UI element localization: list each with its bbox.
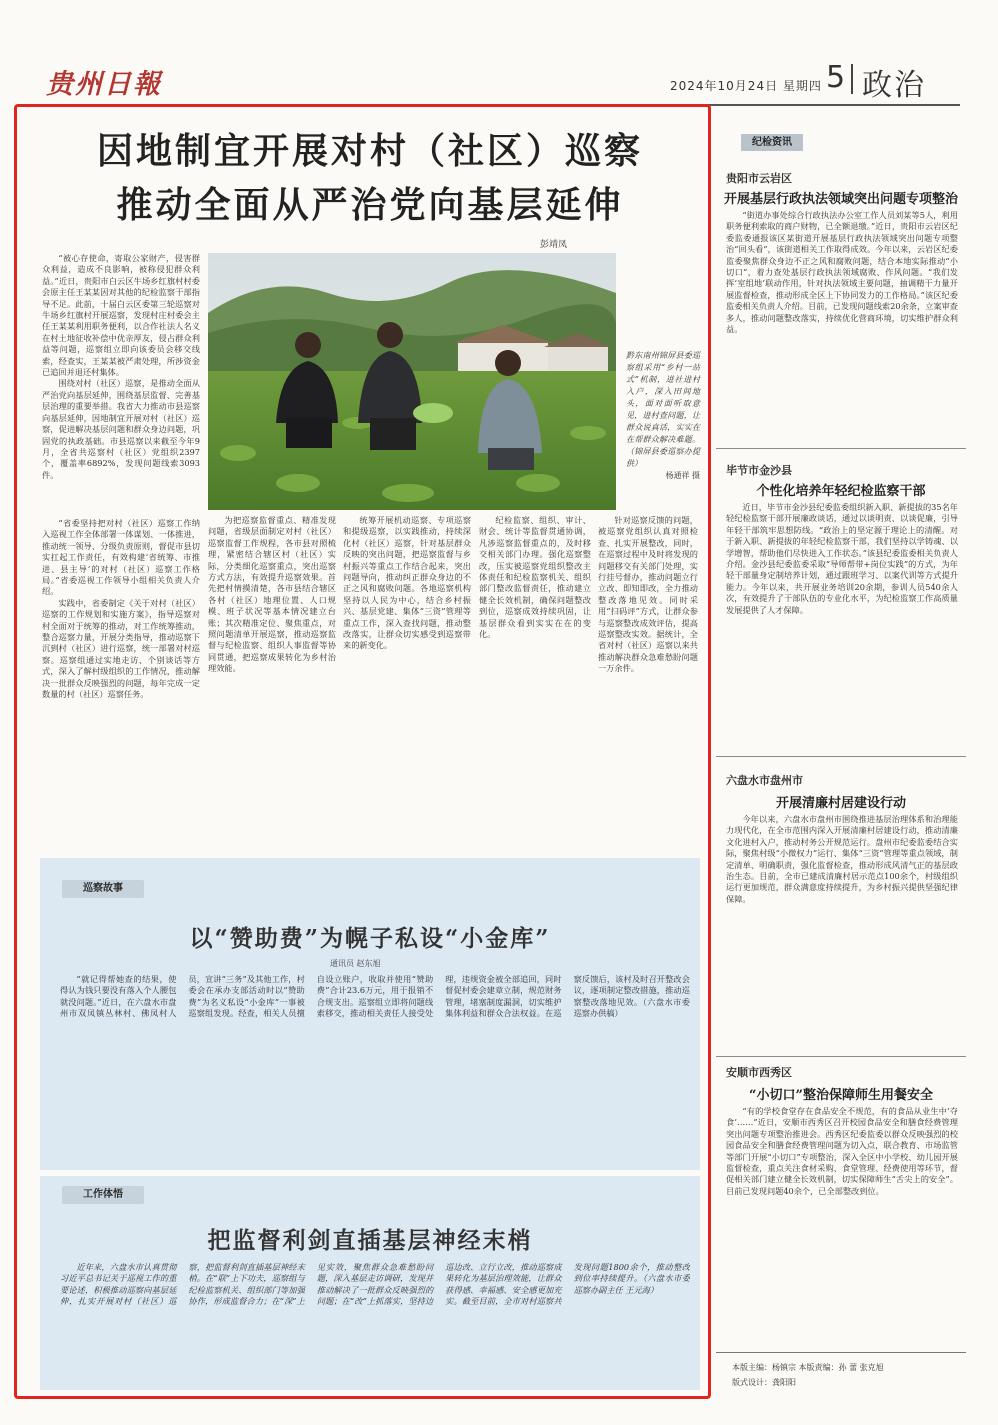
story3-body [60,1262,690,1384]
sidebar-divider [716,756,966,757]
sidebar-kicker: 纪检资讯 [741,134,803,151]
sidebar-item-headline: 个性化培养年轻纪检监察干部 [756,484,926,499]
story2-byline: 通讯员 赵东旭 [330,959,381,968]
sidebar-item-body [726,814,958,1054]
footer-designer: 版式设计：龚阳阳 [732,1378,796,1387]
paragraph: 今年以来，六盘水市盘州市围绕推进基层治理体系和治理能力现代化，在全市范围内深入开展清廉村居建设行动，推动清廉文化进村入户，推动村务公开规范运行。盘州市纪委监委结合实际，聚焦村级“小微权力”运行、集体“三资”管理等重点领域，制定清单、明确职责，强化监督检查，推动形成风清气正的基层政治生态。目前，全市已建成清廉村居示范点100余个，村级组织运行更加规范，群众满意度持续提升，为乡村振兴提供坚强纪律保障。 [726,814,958,904]
field-scene-image [208,253,616,510]
page-number: 5 [826,60,846,95]
main-article-col2 [208,515,336,848]
main-article-col5b [598,515,698,848]
paragraph: 实践中，省委制定《关于对村（社区）巡察的工作规划和实施方案》，指导巡察对村全面对于统筹的推动，对工作统筹推动，整合巡察力量，开展分类指导，推动巡察下沉到村（社区）进行巡察，统一部署对村巡察。巡察组通过实地走访、个别谈话等方式，深入了解村级组织的工作情况，推动解决一批群众反映强烈的问题，每年完成一定数量的村（社区）巡察任务。 [42,597,200,700]
sidebar-item-place: 贵阳市云岩区 [726,172,792,185]
newspaper-brand: 贵州日報 [46,69,162,100]
paragraph: “有的学校食堂存在食品安全不规范，有的食品从业生中‘夺食’……”近日，安顺市西秀区召开校园食品安全和膳食经费管理突出问题专项整治推进会。西秀区纪委监委以群众反映强烈的校园食品安全和膳食经费管理问题为切入点，联合教育、市场监管等部门开展“小切口”专项整治，深入全区中小学校、幼儿园开展监督检查，重点关注食材采购、食堂管理、经费使用等环节，督促相关部门建立健全长效机制，切实保障师生“舌尖上的安全”。目前已发现问题40余个，已全部整改到位。 [726,1106,958,1196]
paragraph: “就记得帮她查的结果，使得认为钱只要没有落入个人腰包就没问题。”近日，在六盘水市盘州市双凤镇丛林村、佛凤村人员，宣讲“三务”及其他工作，村委会在承办支部活动时以“赞助费”为名义私设“小金库”一事被巡察组发现。经查，相关人员擅自设立账户，收取并使用“赞助费”合计23.6万元，用于报销不合规支出。巡察组立即将问题线索移交，推动相关责任人接受处理，违规资金被全部追回，同时督促村委会建章立制，规范财务管理，堵塞制度漏洞，切实维护集体利益和群众合法权益。在巡察反馈后，该村及时召开整改会议，逐项制定整改措施，推动巡察整改落地见效。（六盘水市委巡察办供稿） [60,974,690,1019]
main-headline-line2: 推动全面从严治党向基层延伸 [116,185,624,226]
sidebar-item-body [726,502,958,732]
article-photo[interactable] [208,253,616,510]
paragraph: 近日，毕节市金沙县纪委监委组织新入职、新提拔的35名年轻纪检监察干部开展廉政谈话，通过以谈明责、以谈促廉，引导年轻干部筑牢思想防线。“政治上的坚定源于理论上的清醒。对于新入职、新提拔的年轻纪检监察干部，我们坚持以学铸魂、以学增智，帮助他们尽快进入工作状态。”该县纪委监委相关负责人介绍。金沙县纪委监委采取“导师帮带+岗位实践”的方式，为年轻干部量身定制培养计划，通过跟班学习、以案代训等方式提升能力。今年以来，共开展业务培训20余期，参训人员540余人次，有效提升了干部队伍的专业化水平，为纪检监察工作高质量发展提供了人才保障。 [726,502,958,615]
paragraph: “被心存使命，寄取公家财产，侵害群众利益，造成不良影响，被称侵犯群众利益。”近日，贵阳市白云区牛场乡红旗村村委会原主任王某某因对其他的纪检监察干部指导不足。此前，十届白云区委第三轮巡察对牛场乡红旗村开展巡察，发现村庄村委会主任王某某利用职务便利，以合作社法人名义在村土地征收补偿中优亲厚友，侵占群众利益等问题，巡察组立即向该委员会移交线索，经查实，王某某被严肃处理，所涉资金已追回并退还村集体。 [42,253,200,378]
footer-rule [716,1352,966,1353]
footer-editors: 本版主编：杨镇宗 本版责编：孙 蕾 张克旭 [732,1363,884,1372]
paragraph: 近年来，六盘水市认真贯彻习近平总书记关于巡视工作的重要论述，积极推动巡察向基层延伸，扎实开展对村（社区）巡察，把监督利剑直插基层神经末梢。在“联”上下功夫，巡察组与纪检监察机关、组织部门等加强协作，形成监督合力；在“深”上见实效，聚焦群众急难愁盼问题，深入基层走访调研，发现并推动解决了一批群众反映强烈的问题；在“改”上抓落实，坚持边巡边改、立行立改，推动巡察成果转化为基层治理效能，让群众获得感、幸福感、安全感更加充实。截至目前，全市对村巡察共发现问题1800余个，推动整改到位率持续提升。（六盘水市委巡察办副主任 王元海） [60,1262,690,1307]
issue-date: 2024年10月24日 星期四 [670,79,822,93]
sidebar-item-body [726,1106,958,1346]
main-byline: 彭靖凤 [540,240,568,250]
main-headline-line1: 因地制宜开展对村（社区）巡察 [96,131,643,172]
photo-caption [626,350,700,482]
paragraph: 针对巡察反馈的问题，被巡察党组织认真对照检查、扎实开展整改，同时，在巡察过程中及时将发现的问题移交有关部门处理，实行挂号督办，推动问题立行立改、即知即改，全力推动整改落地见效。同时采用“扫码评”方式，让群众参与巡察整改成效评估，提高巡察整改实效。据统计，全省对村（社区）巡察以来共推动解决群众急难愁盼问题一万余件。 [598,515,698,674]
sidebar-item-body [726,210,958,432]
story3-kicker: 工作体悟 [62,1186,144,1204]
story3-headline: 把监督利剑直插基层神经末梢 [207,1227,533,1254]
main-article-col1-lower [42,518,200,848]
paragraph: 为把巡察监督重点、精准发现问题，省级层面制定对村（社区）巡察监督工作规程，各市县对照梳理，紧密结合辖区村（社区）实际，分类细化巡察重点，突出巡察方式方法，有效提升巡察效果。首先把村情摸清楚，各市县结合辖区各村（社区）地理位置、人口规模、班子状况等基本情况建立台账；其次精准定位、聚焦重点，对照问题清单开展巡察，推动巡察监督与纪检监察、组织人事监督等协同贯通，把巡察成果转化为乡村治理效能。 [208,515,336,674]
sidebar-item-place: 安顺市西秀区 [726,1066,792,1079]
main-article-col4 [479,515,591,848]
paragraph: “街道办事处综合行政执法办公室工作人员刘某等5人，利用职务便利索取的商户财物，已全额退缴。”近日，贵阳市云岩区纪委监委通报该区某街道开展基层行政执法领域突出问题专项整治“回头看”，该街道相关工作取得成效。今年以来，云岩区纪委监委聚焦群众身边不正之风和腐败问题，结合本地实际推动“小切口”，着力查处基层行政执法领域腐败、作风问题。“我们发挥‘室组地’联动作用，针对执法领域主要问题，抽调精干力量开展监督检查，推动形成全区上下协同发力的工作格局。”该区纪委监委相关负责人介绍。目前，已发现问题线索20余条，立案审查多人，推动问题整改落实，持续优化营商环境，切实维护群众利益。 [726,210,958,335]
page-separator [851,64,853,94]
story2-body [60,974,690,1160]
paragraph: “省委坚持把对村（社区）巡察工作纳入巡视工作全体部署一体谋划、一体推进，推动统一领导、分级负责原则，督促市县切实扛起工作责任，有效构建‘省统筹、市推进、县主导’的对村（社区）巡察工作格局。”省委巡视工作领导小组相关负责人介绍。 [42,518,200,597]
sidebar-item-place: 六盘水市盘州市 [726,774,803,787]
sidebar-item-headline: 开展基层行政执法领域突出问题专项整治 [723,192,958,207]
sidebar-divider [716,1056,966,1057]
story2-kicker: 巡察故事 [62,880,144,898]
main-article-col1 [42,253,200,514]
photo-credit: 杨通祥 摄 [665,471,700,480]
sidebar-divider [716,448,966,449]
paragraph: 统筹开展机动巡察、专项巡察和提级巡察，以实践推动，持续深化村（社区）巡察，针对基层群众反映的突出问题，把巡察监督与乡村振兴等重点工作结合起来，突出问题导向，推动纠正群众身边的不正之风和腐败问题。各地巡察机构坚持以人民为中心，结合乡村振兴、基层党建、集体“三资”管理等重点工作，深入查找问题，推动整改落实，让群众切实感受到巡察带来的新变化。 [343,515,471,651]
sidebar-item-headline: 开展清廉村居建设行动 [775,796,906,811]
main-article-col3 [343,515,471,848]
sidebar-item-place: 毕节市金沙县 [726,464,792,477]
section-name: 政治 [862,68,926,103]
caption-text: 黔东南州锦屏县委巡察组采用“乡村一站式”机制，进社进村入户，深入田间地头，面对面听取意见，进村查问题，让群众说真话，实实在在帮群众解决难题。（锦屏县委巡察办提供） [626,351,700,468]
paragraph: 纪检监察、组织、审计、财会、统计等监督贯通协调，凡涉巡察监督重点的，及时移交相关部门办理。强化巡察整改，压实被巡察党组织整改主体责任和纪检监察机关、组织部门整改监督责任，推动建立健全长效机制，确保问题整改到位，巡察成效持续巩固，让基层群众看到实实在在的变化。 [479,515,591,640]
sidebar-item-headline: “小切口”整治保障师生用餐安全 [749,1088,933,1103]
paragraph: 围绕对村（社区）巡察，是推动全面从严治党向基层延伸，围绕基层监督、完善基层治理的重要举措。我省大力推动市县巡察向基层延伸，因地制宜开展对村（社区）巡察，促进解决基层问题和群众身边问题，巩固党的执政基础。市县巡察以来截至今年9月，全省共巡察村（社区）党组织2397个，覆盖率6892%，发现问题线索3093件。 [42,378,200,480]
story2-headline: 以“赞助费”为幌子私设“小金库” [189,925,551,952]
